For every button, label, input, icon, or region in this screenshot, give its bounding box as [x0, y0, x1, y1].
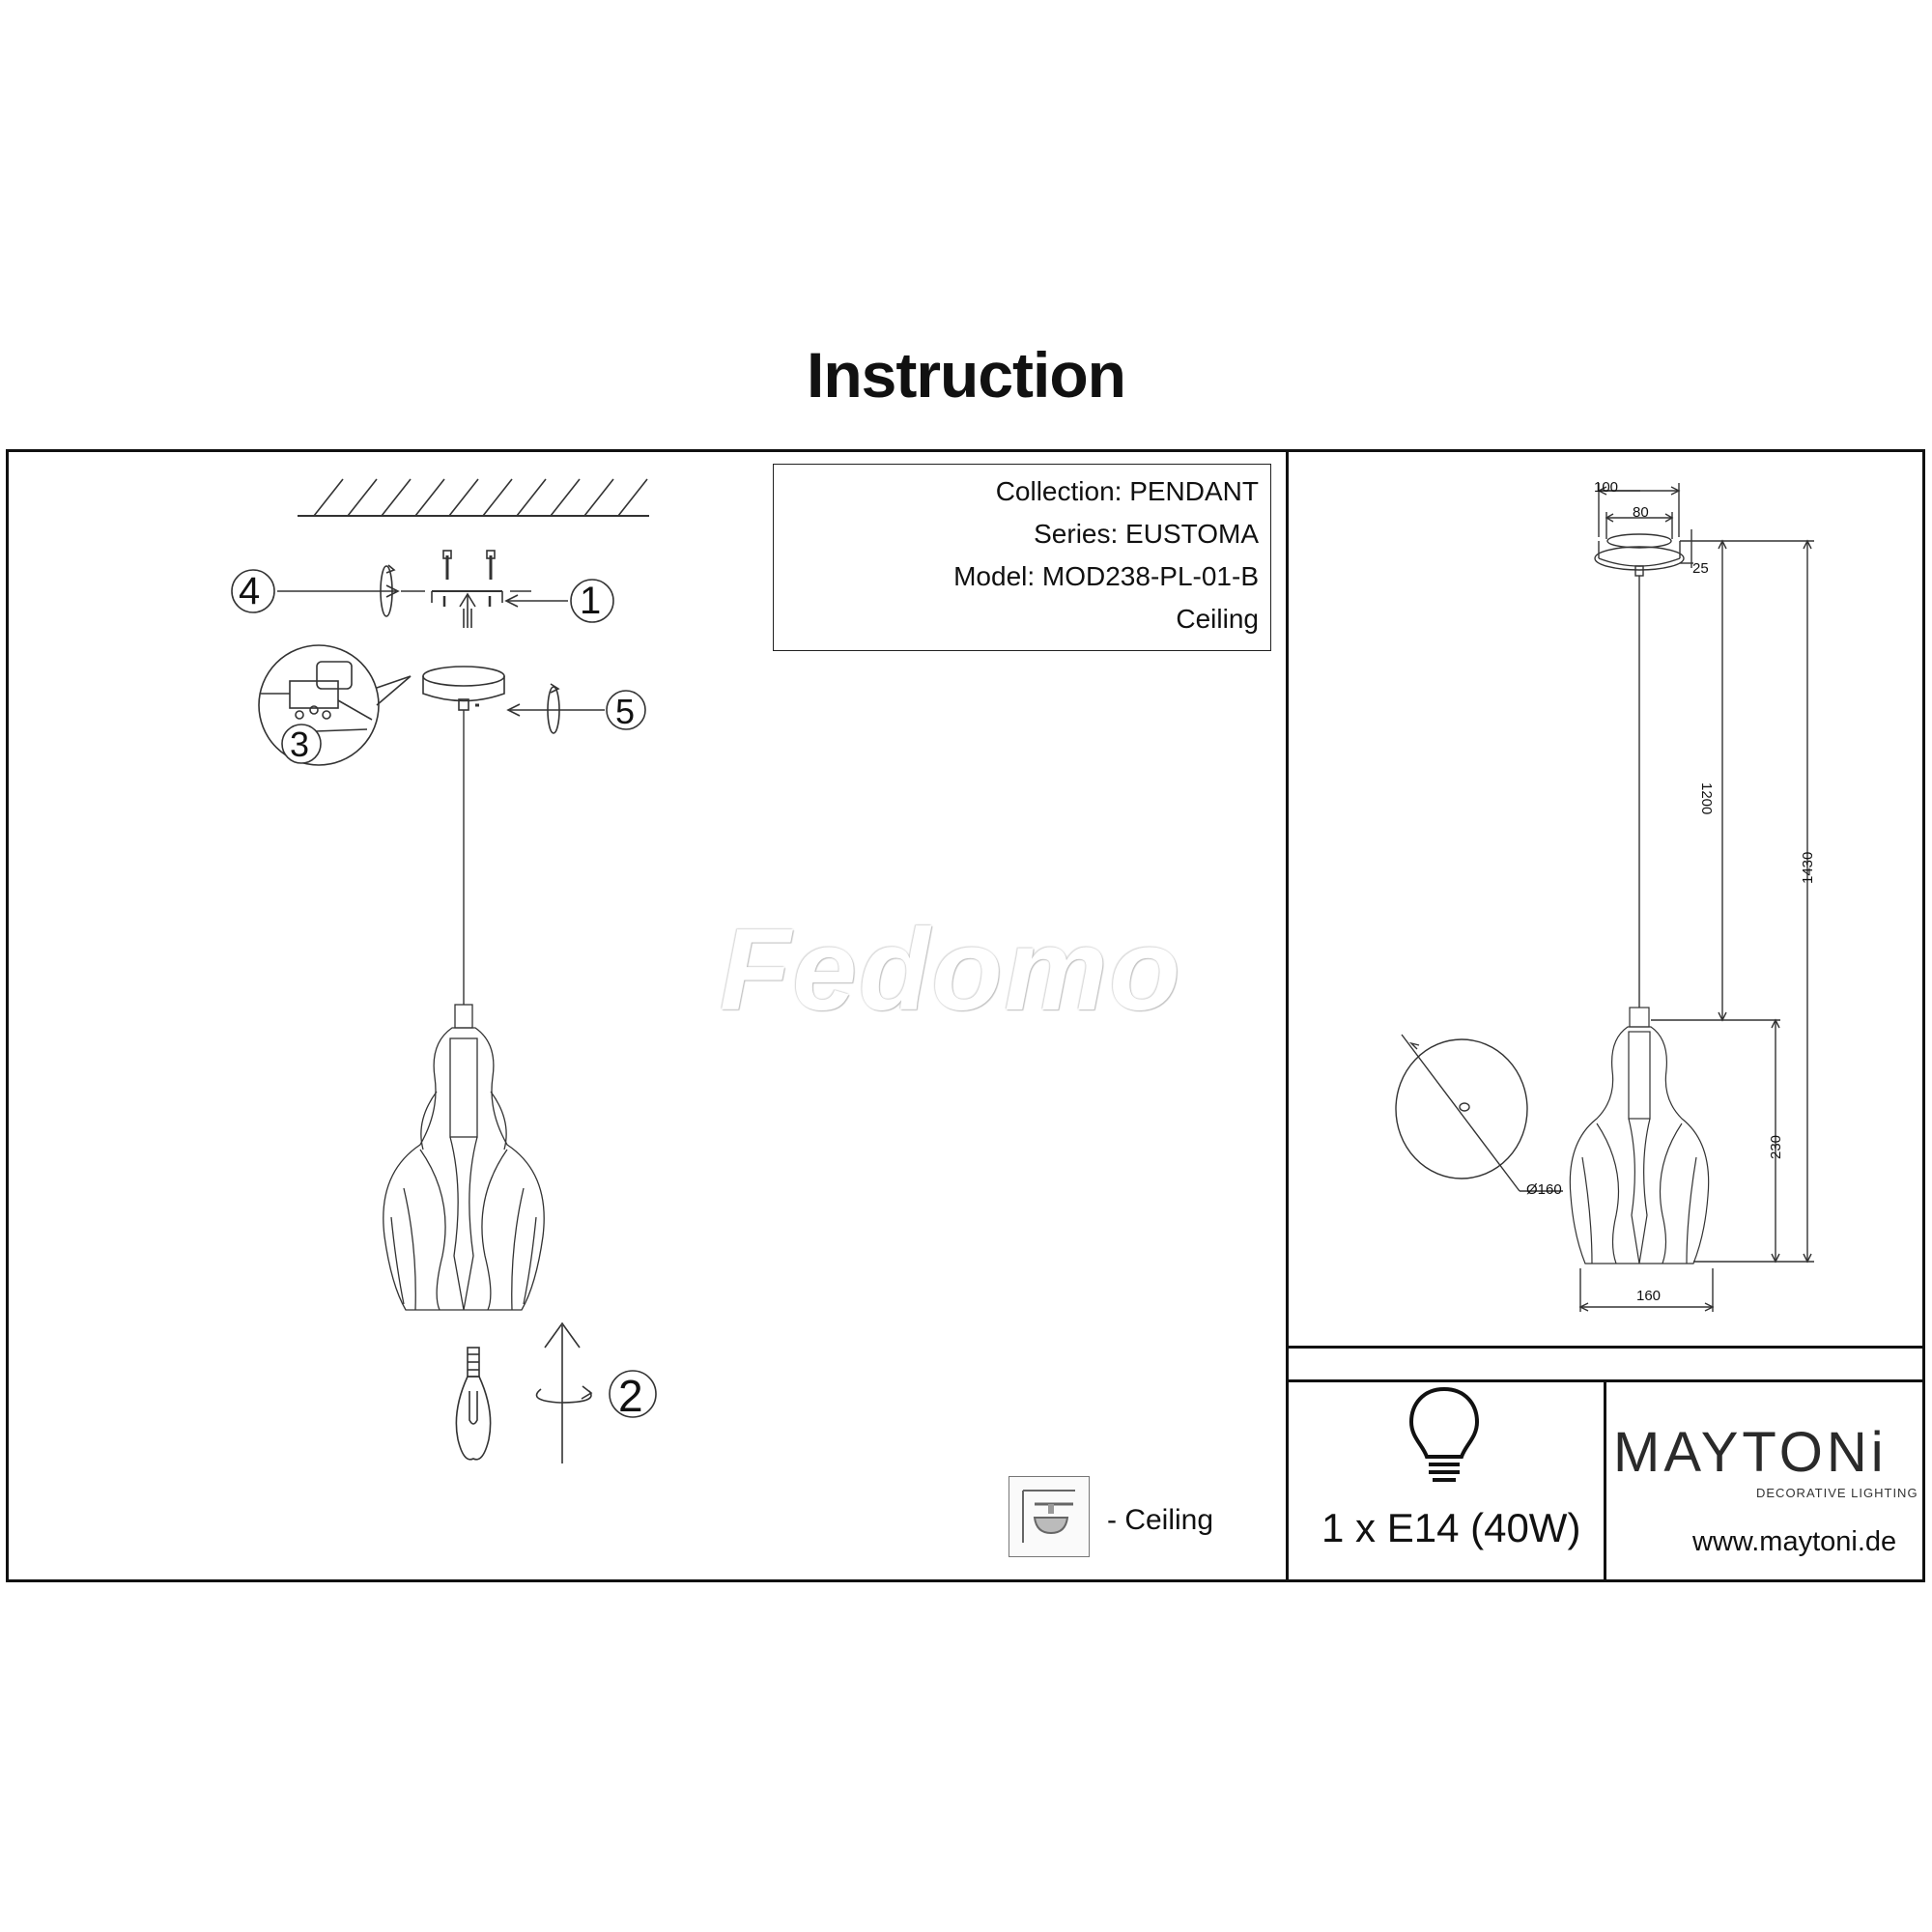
lamp-shade — [384, 1005, 544, 1310]
step-number-5: 5 — [615, 692, 636, 731]
ceiling-legend-label: - Ceiling — [1107, 1504, 1214, 1536]
series-text: Series: EUSTOMA — [1034, 519, 1259, 549]
divider — [1288, 1379, 1925, 1382]
divider — [1288, 1346, 1925, 1349]
dim-shade-height: 230 — [1768, 1134, 1784, 1159]
brand-tagline: DECORATIVE LIGHTING — [1756, 1486, 1918, 1500]
website-link[interactable]: www.maytoni.de — [1692, 1526, 1897, 1557]
step-number-4: 4 — [239, 570, 261, 612]
model-text: Model: MOD238-PL-01-B — [953, 561, 1259, 591]
dim-total-height: 1430 — [1800, 851, 1816, 884]
page-title: Instruction — [807, 339, 1125, 411]
brand-logo: MAYTONi — [1613, 1421, 1888, 1484]
dim-cable-length: 1200 — [1698, 782, 1715, 815]
shade-side-view — [1570, 1008, 1708, 1264]
dimension-drawing — [1288, 452, 1925, 1346]
mount-text: Ceiling — [1176, 604, 1259, 634]
lamp-spec: 1 x E14 (40W) — [1321, 1505, 1581, 1550]
collection-text: Collection: PENDANT — [995, 476, 1259, 506]
step-3-detail — [259, 645, 411, 765]
dim-shade-width: 160 — [1636, 1288, 1662, 1304]
watermark: Fedomo — [720, 905, 1182, 1035]
step-number-2: 2 — [618, 1371, 643, 1421]
canopy-top-view — [1396, 1035, 1563, 1191]
lightbulb-icon — [1406, 1383, 1483, 1490]
dim-canopy-diameter: Ø160 — [1526, 1181, 1562, 1198]
ceiling-mount-icon — [1009, 1476, 1090, 1557]
step-number-3: 3 — [290, 724, 310, 764]
step-number-1: 1 — [580, 580, 602, 622]
dim-canopy-outer: 100 — [1594, 479, 1619, 496]
mounting-bracket — [401, 551, 531, 628]
canopy — [423, 667, 504, 710]
bulb-illustration — [456, 1348, 490, 1460]
ceiling-hatch — [298, 479, 649, 516]
divider — [1604, 1379, 1606, 1582]
dim-canopy-height: 25 — [1692, 560, 1709, 577]
dim-canopy-inner: 80 — [1633, 504, 1649, 521]
